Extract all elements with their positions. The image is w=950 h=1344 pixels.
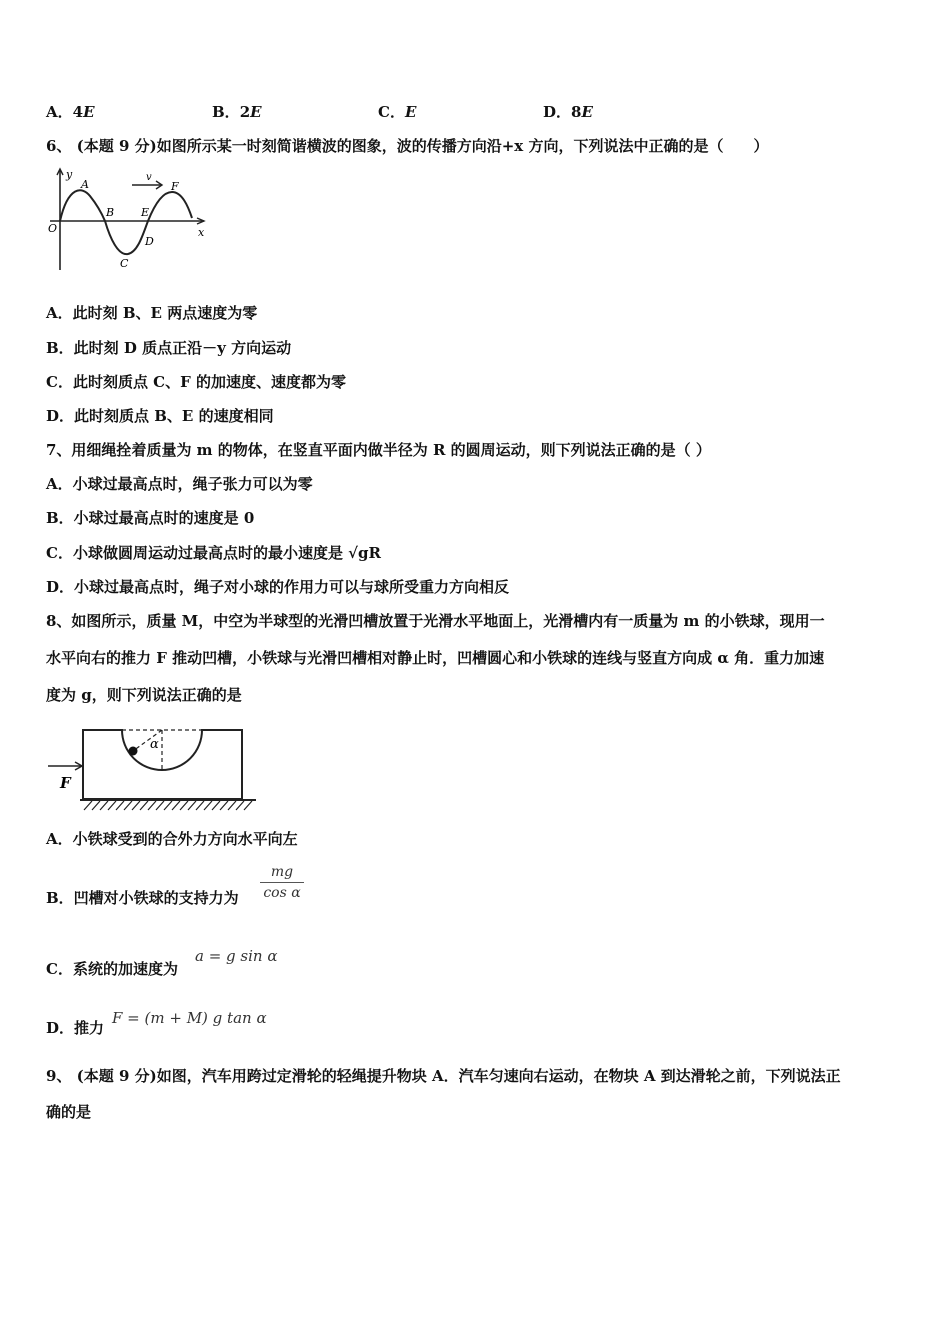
q8-option-b-fraction	[260, 864, 304, 901]
label-origin: O	[48, 222, 58, 235]
q6-option-a: A．此时刻 B、E 两点速度为零	[46, 304, 258, 322]
q8-stem-line2: 水平向右的推力 F 推动凹槽，小铁球与光滑凹槽相对静止时，凹槽圆心和小铁球的连线与竖直方向成 α 角．重力加速	[46, 649, 825, 667]
label-e: E	[141, 206, 150, 219]
label-x: x	[198, 226, 205, 239]
q5-option-d: D．8E	[543, 103, 593, 121]
q7-option-a: A．小球过最高点时，绳子张力可以为零	[46, 475, 313, 493]
label-force: F	[60, 774, 71, 792]
wave-figure	[44, 166, 214, 274]
wave-curve	[60, 190, 192, 254]
q5-option-a: A．4E	[46, 103, 95, 121]
q7-stem: 7、用细绳拴着质量为 m 的物体，在竖直平面内做半径为 R 的圆周运动，则下列说法正确的是（ ）	[46, 441, 711, 459]
q6-stem: 6、 (本题 9 分)如图所示某一时刻简谐横波的图象，波的传播方向沿+x 方向，下列说法中正确的是（ ）	[46, 137, 769, 155]
q8-option-b: B．凹槽对小铁球的支持力为	[46, 889, 239, 907]
label-f: F	[171, 180, 179, 193]
label-alpha: α	[150, 737, 159, 752]
label-d: D	[145, 235, 154, 248]
label-y: y	[66, 168, 73, 181]
q9-stem-line2: 确的是	[46, 1103, 92, 1121]
label-a: A	[81, 178, 89, 191]
label-v: v	[146, 172, 152, 183]
q8-option-c-formula: a = g sin α	[195, 947, 278, 965]
q8-stem-line3: 度为 g，则下列说法正确的是	[46, 686, 242, 704]
label-c: C	[120, 257, 129, 270]
q6-option-b: B．此时刻 D 质点正沿－y 方向运动	[46, 339, 292, 357]
q5-option-b: B．2E	[212, 103, 262, 121]
q8-stem-line1: 8、如图所示，质量 M，中空为半球型的光滑凹槽放置于光滑水平地面上，光滑槽内有一质量为 m 的小铁球，现用一	[46, 612, 825, 630]
q6-option-d: D．此时刻质点 B、E 的速度相同	[46, 407, 274, 425]
ground-hatch	[84, 801, 252, 810]
q6-option-c: C．此时刻质点 C、F 的加速度、速度都为零	[46, 373, 346, 391]
q8-option-c: C．系统的加速度为	[46, 960, 178, 978]
q8-option-d-formula: F = (m + M) g tan α	[112, 1009, 267, 1027]
q5-option-c: C．E	[378, 103, 417, 121]
iron-ball	[129, 747, 138, 756]
q7-option-d: D．小球过最高点时，绳子对小球的作用力可以与球所受重力方向相反	[46, 578, 510, 596]
q8-option-d: D．推力	[46, 1019, 105, 1037]
label-b: B	[106, 206, 115, 219]
q9-stem-line1: 9、 (本题 9 分)如图，汽车用跨过定滑轮的轻绳提升物块 A．汽车匀速向右运动，在物块 A 到达滑轮之前，下列说法正	[46, 1067, 841, 1085]
q7-option-c: C．小球做圆周运动过最高点时的最小速度是 √gR	[46, 544, 381, 562]
fraction-numerator: mg	[260, 864, 304, 883]
groove-figure	[46, 722, 260, 814]
q8-option-a: A．小铁球受到的合外力方向水平向左	[46, 830, 298, 848]
q7-option-b: B．小球过最高点时的速度是 0	[46, 509, 255, 527]
fraction-denominator: cos α	[263, 885, 301, 901]
